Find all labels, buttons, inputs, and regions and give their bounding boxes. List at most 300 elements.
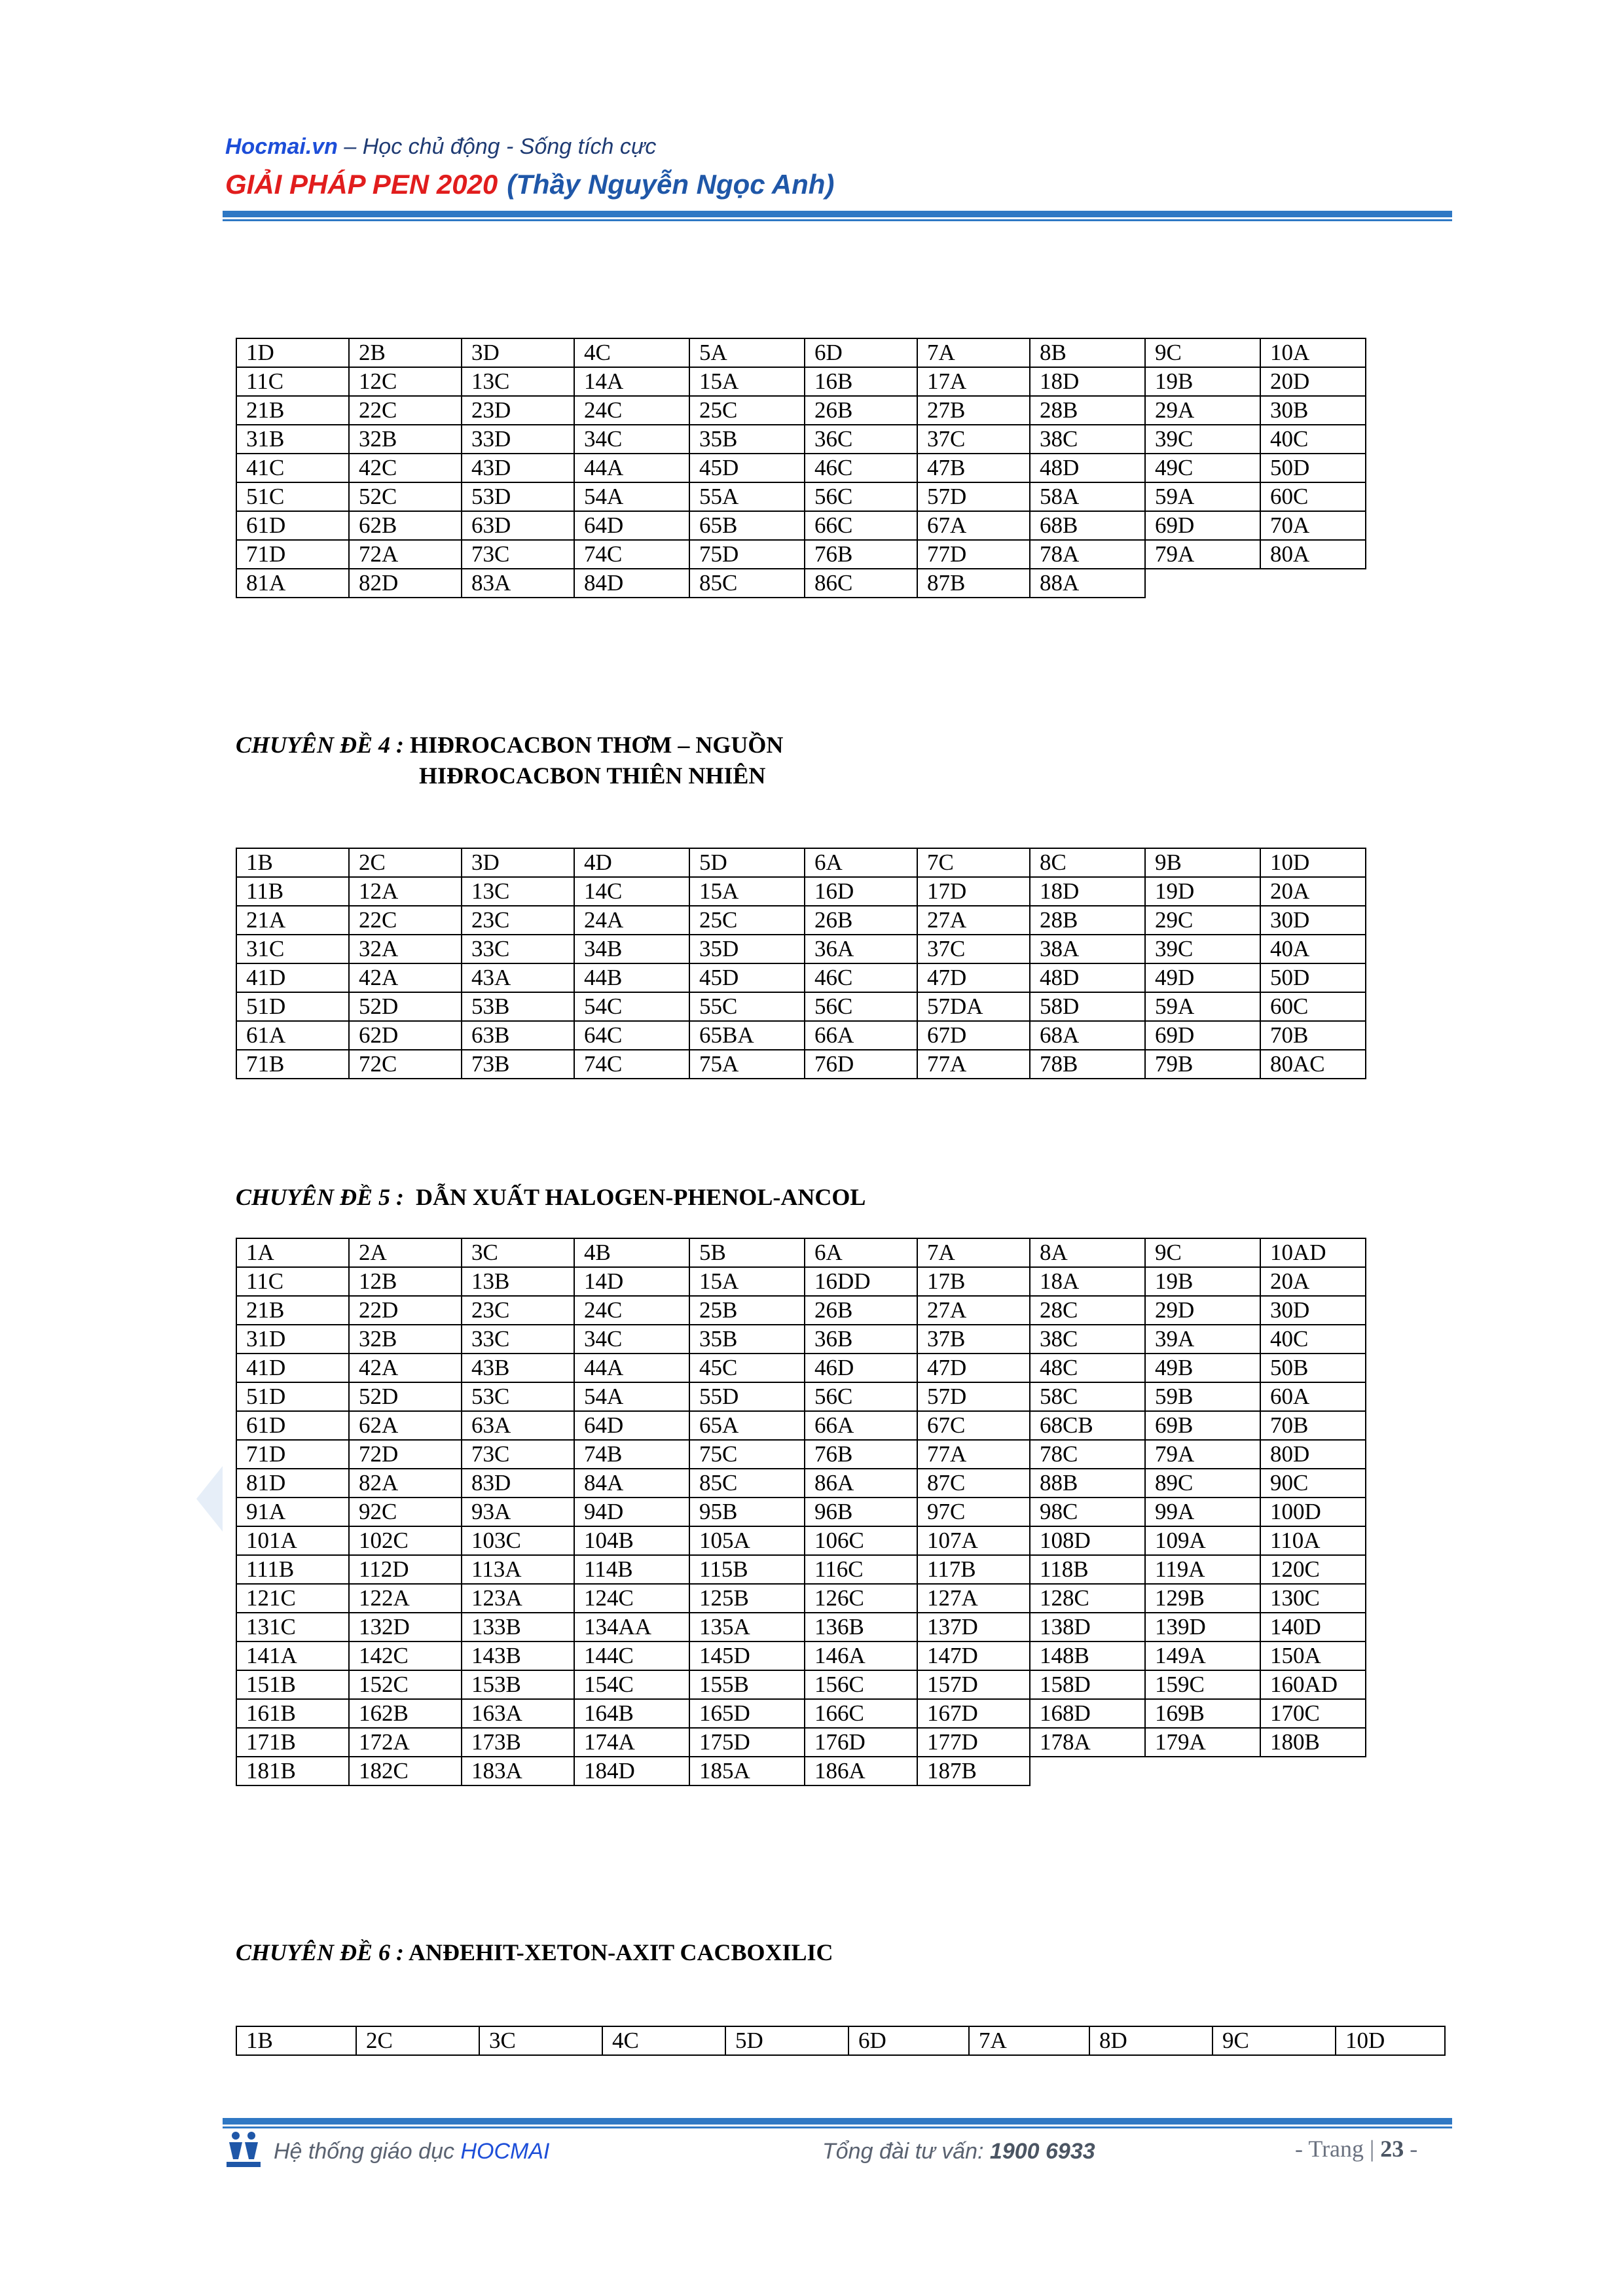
- answer-cell: 121C: [236, 1584, 349, 1613]
- table-row: [236, 1613, 1366, 1641]
- answer-cell: 150A: [1260, 1641, 1366, 1670]
- answer-cell: 120C: [1260, 1555, 1366, 1584]
- section-4-title-cont: [419, 762, 765, 789]
- answer-cell: 40C: [1260, 425, 1366, 454]
- answer-cell: 27A: [917, 1296, 1030, 1325]
- table-row: [236, 1498, 1366, 1526]
- answer-cell: 76B: [805, 1440, 917, 1469]
- answer-cell: 22C: [349, 396, 462, 425]
- answer-cell: 27A: [917, 906, 1030, 935]
- answer-cell: 55C: [689, 992, 805, 1021]
- answer-cell: 112D: [349, 1555, 462, 1584]
- answer-cell: 78C: [1030, 1440, 1145, 1469]
- table-row: [236, 1757, 1366, 1785]
- answer-cell: 73C: [462, 1440, 574, 1469]
- answer-cell: 54A: [574, 482, 689, 511]
- answer-cell: 155B: [689, 1670, 805, 1699]
- answer-cell: 30B: [1260, 396, 1366, 425]
- answer-cell: 184D: [574, 1757, 689, 1785]
- answer-cell: 23C: [462, 1296, 574, 1325]
- answer-cell: 18A: [1030, 1267, 1145, 1296]
- answer-cell: 129B: [1145, 1584, 1260, 1613]
- answer-cell: 52D: [349, 1382, 462, 1411]
- answer-cell: 25B: [689, 1296, 805, 1325]
- answer-cell: 70B: [1260, 1411, 1366, 1440]
- answer-cell: 64D: [574, 511, 689, 540]
- answer-cell: 158D: [1030, 1670, 1145, 1699]
- header-brand[interactable]: Hocmai.vn: [225, 134, 338, 159]
- answer-cell: 186A: [805, 1757, 917, 1785]
- answer-cell: 5A: [689, 338, 805, 367]
- answer-cell: 36B: [805, 1325, 917, 1354]
- answer-cell: 88A: [1030, 569, 1145, 598]
- answer-cell: 74C: [574, 540, 689, 569]
- answer-cell: 53D: [462, 482, 574, 511]
- answer-cell: 57D: [917, 1382, 1030, 1411]
- answer-cell: 178A: [1030, 1728, 1145, 1757]
- answer-cell: 154C: [574, 1670, 689, 1699]
- answer-cell: 16DD: [805, 1267, 917, 1296]
- page-prefix: - Trang |: [1295, 2136, 1381, 2162]
- answer-cell: 4C: [602, 2026, 725, 2055]
- answer-cell: 152C: [349, 1670, 462, 1699]
- answer-cell: 111B: [236, 1555, 349, 1584]
- answer-cell: 171B: [236, 1728, 349, 1757]
- answer-cell: 26B: [805, 396, 917, 425]
- answer-cell: 34C: [574, 1325, 689, 1354]
- answer-cell: 110A: [1260, 1526, 1366, 1555]
- answer-cell: 141A: [236, 1641, 349, 1670]
- table-row: [236, 1641, 1366, 1670]
- answer-cell: 8C: [1030, 848, 1145, 877]
- answer-cell: 38C: [1030, 1325, 1145, 1354]
- answer-cell: 100D: [1260, 1498, 1366, 1526]
- answer-cell: 79A: [1145, 540, 1260, 569]
- answer-cell: 148B: [1030, 1641, 1145, 1670]
- answer-cell: 117B: [917, 1555, 1030, 1584]
- answer-cell: 87C: [917, 1469, 1030, 1498]
- answer-cell: 39A: [1145, 1325, 1260, 1354]
- answer-cell: 48D: [1030, 963, 1145, 992]
- table-row: [236, 1699, 1366, 1728]
- answer-cell: 65B: [689, 511, 805, 540]
- answer-cell: 153B: [462, 1670, 574, 1699]
- answer-cell: 11C: [236, 1267, 349, 1296]
- answer-cell: 6D: [848, 2026, 969, 2055]
- answer-cell: 115B: [689, 1555, 805, 1584]
- answer-cell: 68CB: [1030, 1411, 1145, 1440]
- answer-cell: 28B: [1030, 906, 1145, 935]
- table-row: [236, 367, 1366, 396]
- answer-cell: 136B: [805, 1613, 917, 1641]
- answer-cell: 83D: [462, 1469, 574, 1498]
- answer-cell: 46C: [805, 454, 917, 482]
- answer-cell: 149A: [1145, 1641, 1260, 1670]
- answer-cell: 180B: [1260, 1728, 1366, 1757]
- answer-cell: 48C: [1030, 1354, 1145, 1382]
- answer-cell: 14A: [574, 367, 689, 396]
- answer-cell: 6D: [805, 338, 917, 367]
- answer-cell: 174A: [574, 1728, 689, 1757]
- answer-cell: 43B: [462, 1354, 574, 1382]
- answer-cell: 50D: [1260, 454, 1366, 482]
- answer-cell: 67D: [917, 1021, 1030, 1050]
- answer-cell: 25C: [689, 396, 805, 425]
- answer-cell: 37C: [917, 935, 1030, 963]
- answer-cell: 7C: [917, 848, 1030, 877]
- answer-cell: 167D: [917, 1699, 1030, 1728]
- answer-cell: 182C: [349, 1757, 462, 1785]
- table-row: [236, 425, 1366, 454]
- answer-cell: 42A: [349, 963, 462, 992]
- section-6-label: CHUYÊN ĐỀ 6 :: [236, 1939, 405, 1965]
- answer-cell: 68B: [1030, 511, 1145, 540]
- answer-cell: 187B: [917, 1757, 1030, 1785]
- answer-cell: 177D: [917, 1728, 1030, 1757]
- answer-cell: 61A: [236, 1021, 349, 1050]
- answer-cell: 44A: [574, 1354, 689, 1382]
- answer-cell: 4D: [574, 848, 689, 877]
- answer-cell: 95B: [689, 1498, 805, 1526]
- answer-cell: 32A: [349, 935, 462, 963]
- answer-cell: 56C: [805, 1382, 917, 1411]
- footer-hotline-label: Tổng đài tư vấn:: [822, 2139, 990, 2164]
- answer-cell: 22C: [349, 906, 462, 935]
- answer-cell: 181B: [236, 1757, 349, 1785]
- answer-cell: 69B: [1145, 1411, 1260, 1440]
- answer-cell: 10A: [1260, 338, 1366, 367]
- answer-cell: 15A: [689, 1267, 805, 1296]
- answer-cell: 60C: [1260, 482, 1366, 511]
- answer-cell: 28B: [1030, 396, 1145, 425]
- answer-cell: 63B: [462, 1021, 574, 1050]
- answer-cell: 38A: [1030, 935, 1145, 963]
- watermark-arrow-icon: [196, 1466, 223, 1532]
- answer-cell: 58A: [1030, 482, 1145, 511]
- answer-cell: 19B: [1145, 367, 1260, 396]
- answer-cell: 10AD: [1260, 1238, 1366, 1267]
- table-row: [236, 2026, 1445, 2055]
- page-suffix: -: [1404, 2136, 1418, 2162]
- answer-cell: 13B: [462, 1267, 574, 1296]
- answer-cell: 66C: [805, 511, 917, 540]
- answer-cell: 118B: [1030, 1555, 1145, 1584]
- answer-cell: 104B: [574, 1526, 689, 1555]
- section-5-title-text: DẪN XUẤT HALOGEN-PHENOL-ANCOL: [416, 1184, 866, 1210]
- answer-cell: 176D: [805, 1728, 917, 1757]
- answer-cell: 170C: [1260, 1699, 1366, 1728]
- course-title: GIẢI PHÁP PEN 2020: [225, 169, 498, 200]
- answer-cell: 62B: [349, 511, 462, 540]
- answer-cell: 17D: [917, 877, 1030, 906]
- answer-cell: 4B: [574, 1238, 689, 1267]
- answer-cell: 1D: [236, 338, 349, 367]
- answer-cell: 21A: [236, 906, 349, 935]
- answer-table-section-6: [236, 2026, 1446, 2056]
- answer-cell: 13C: [462, 877, 574, 906]
- answer-cell: 70B: [1260, 1021, 1366, 1050]
- answer-cell: 108D: [1030, 1526, 1145, 1555]
- answer-cell: 67C: [917, 1411, 1030, 1440]
- answer-cell: 58C: [1030, 1382, 1145, 1411]
- answer-cell: 15A: [689, 877, 805, 906]
- answer-cell: 11B: [236, 877, 349, 906]
- answer-cell: 43D: [462, 454, 574, 482]
- answer-cell: 12A: [349, 877, 462, 906]
- answer-cell: 61D: [236, 511, 349, 540]
- page-number: [1295, 2135, 1417, 2162]
- answer-cell: 135A: [689, 1613, 805, 1641]
- answer-cell: 41D: [236, 963, 349, 992]
- answer-cell: 66A: [805, 1411, 917, 1440]
- answer-cell: 134AA: [574, 1613, 689, 1641]
- answer-cell: 123A: [462, 1584, 574, 1613]
- answer-cell: 60C: [1260, 992, 1366, 1021]
- answer-cell: 11C: [236, 367, 349, 396]
- answer-cell: 30D: [1260, 1296, 1366, 1325]
- answer-cell: 35D: [689, 935, 805, 963]
- table-row: [236, 1728, 1366, 1757]
- table-row: [236, 1267, 1366, 1296]
- table-row: [236, 1555, 1366, 1584]
- answer-cell: 13C: [462, 367, 574, 396]
- table-row: [236, 1526, 1366, 1555]
- answer-cell: 12C: [349, 367, 462, 396]
- answer-cell: 144C: [574, 1641, 689, 1670]
- answer-cell: 8B: [1030, 338, 1145, 367]
- answer-cell: 88B: [1030, 1469, 1145, 1498]
- answer-cell: 82D: [349, 569, 462, 598]
- answer-cell: 41D: [236, 1354, 349, 1382]
- footer-system: [274, 2139, 549, 2164]
- table-row: [236, 1296, 1366, 1325]
- answer-cell: 99A: [1145, 1498, 1260, 1526]
- section-4-title-line1: HIĐROCACBON THƠM – NGUỒN: [410, 732, 784, 758]
- answer-cell: 7A: [917, 1238, 1030, 1267]
- answer-cell: 46C: [805, 963, 917, 992]
- table-row: [236, 1411, 1366, 1440]
- answer-cell: 94D: [574, 1498, 689, 1526]
- answer-cell: 89C: [1145, 1469, 1260, 1498]
- answer-cell: 9C: [1145, 338, 1260, 367]
- answer-cell: 46D: [805, 1354, 917, 1382]
- answer-cell: 147D: [917, 1641, 1030, 1670]
- answer-cell: 166C: [805, 1699, 917, 1728]
- answer-cell: 40C: [1260, 1325, 1366, 1354]
- answer-cell: 49D: [1145, 963, 1260, 992]
- answer-cell: 1B: [236, 2026, 356, 2055]
- answer-cell: 24A: [574, 906, 689, 935]
- footer-divider: [223, 2118, 1452, 2125]
- answer-cell: 9C: [1145, 1238, 1260, 1267]
- section-5-label: CHUYÊN ĐỀ 5 :: [236, 1184, 405, 1210]
- answer-cell: 183A: [462, 1757, 574, 1785]
- table-row: [236, 992, 1366, 1021]
- answer-cell: 17B: [917, 1267, 1030, 1296]
- answer-cell: 137D: [917, 1613, 1030, 1641]
- answer-cell: 175D: [689, 1728, 805, 1757]
- answer-cell: 29A: [1145, 396, 1260, 425]
- answer-cell: 3C: [462, 1238, 574, 1267]
- answer-cell: 2C: [349, 848, 462, 877]
- answer-cell: 71B: [236, 1050, 349, 1079]
- answer-cell: 31D: [236, 1325, 349, 1354]
- answer-cell: 128C: [1030, 1584, 1145, 1613]
- table-row: [236, 454, 1366, 482]
- answer-cell: 33C: [462, 1325, 574, 1354]
- section-4-title: [236, 731, 783, 759]
- answer-cell: 27B: [917, 396, 1030, 425]
- table-row: [236, 1238, 1366, 1267]
- section-5-title: [236, 1183, 866, 1211]
- footer-hotline-number: 1900 6933: [989, 2139, 1095, 2164]
- answer-table-section-5: [236, 1238, 1366, 1786]
- answer-cell: 73B: [462, 1050, 574, 1079]
- answer-cell: 12B: [349, 1267, 462, 1296]
- answer-cell: 17A: [917, 367, 1030, 396]
- answer-cell: 127A: [917, 1584, 1030, 1613]
- answer-cell: 9C: [1213, 2026, 1336, 2055]
- answer-cell: 18D: [1030, 877, 1145, 906]
- answer-cell: 51D: [236, 992, 349, 1021]
- answer-cell: 8A: [1030, 1238, 1145, 1267]
- answer-cell: 97C: [917, 1498, 1030, 1526]
- answer-cell: 109A: [1145, 1526, 1260, 1555]
- answer-cell: 37B: [917, 1325, 1030, 1354]
- answer-cell: 1A: [236, 1238, 349, 1267]
- answer-cell: 64C: [574, 1021, 689, 1050]
- answer-cell: 45D: [689, 963, 805, 992]
- answer-cell: 75C: [689, 1440, 805, 1469]
- answer-cell: 72C: [349, 1050, 462, 1079]
- answer-cell: 57DA: [917, 992, 1030, 1021]
- answer-cell: 85C: [689, 1469, 805, 1498]
- answer-cell: 172A: [349, 1728, 462, 1757]
- answer-cell: 22D: [349, 1296, 462, 1325]
- answer-cell: 28C: [1030, 1296, 1145, 1325]
- answer-cell: 47D: [917, 1354, 1030, 1382]
- answer-cell: 133B: [462, 1613, 574, 1641]
- answer-cell: 87B: [917, 569, 1030, 598]
- answer-cell: 86A: [805, 1469, 917, 1498]
- answer-table-section-3: [236, 338, 1366, 598]
- answer-cell: 70A: [1260, 511, 1366, 540]
- answer-cell: 160AD: [1260, 1670, 1366, 1699]
- answer-cell: 34C: [574, 425, 689, 454]
- answer-cell: 59B: [1145, 1382, 1260, 1411]
- answer-cell: 62D: [349, 1021, 462, 1050]
- answer-cell: 32B: [349, 1325, 462, 1354]
- answer-cell: 23D: [462, 396, 574, 425]
- answer-cell: 54A: [574, 1382, 689, 1411]
- answer-cell: 20D: [1260, 367, 1366, 396]
- answer-cell: 36A: [805, 935, 917, 963]
- answer-cell: 35B: [689, 1325, 805, 1354]
- answer-cell: 156C: [805, 1670, 917, 1699]
- answer-cell: 2C: [356, 2026, 479, 2055]
- answer-cell: 145D: [689, 1641, 805, 1670]
- answer-cell: 140D: [1260, 1613, 1366, 1641]
- answer-cell: 84A: [574, 1469, 689, 1498]
- answer-cell: 157D: [917, 1670, 1030, 1699]
- answer-cell: 24C: [574, 1296, 689, 1325]
- footer-system-brand: HOCMAI: [460, 2139, 550, 2164]
- answer-cell: 72D: [349, 1440, 462, 1469]
- answer-cell: 43A: [462, 963, 574, 992]
- table-row: [236, 963, 1366, 992]
- answer-cell: 96B: [805, 1498, 917, 1526]
- empty-cell: [1030, 1757, 1145, 1785]
- answer-cell: 47D: [917, 963, 1030, 992]
- answer-cell: 23C: [462, 906, 574, 935]
- answer-cell: 64D: [574, 1411, 689, 1440]
- answer-cell: 45C: [689, 1354, 805, 1382]
- table-row: [236, 1440, 1366, 1469]
- answer-cell: 20A: [1260, 1267, 1366, 1296]
- answer-cell: 61D: [236, 1411, 349, 1440]
- answer-cell: 132D: [349, 1613, 462, 1641]
- footer-hotline: [822, 2139, 1095, 2164]
- answer-cell: 78B: [1030, 1050, 1145, 1079]
- answer-cell: 79A: [1145, 1440, 1260, 1469]
- answer-table-section-4: [236, 848, 1366, 1079]
- section-6-title: [236, 1939, 833, 1966]
- answer-cell: 78A: [1030, 540, 1145, 569]
- answer-cell: 163A: [462, 1699, 574, 1728]
- answer-cell: 55D: [689, 1382, 805, 1411]
- answer-cell: 40A: [1260, 935, 1366, 963]
- answer-cell: 31B: [236, 425, 349, 454]
- answer-cell: 76B: [805, 540, 917, 569]
- answer-cell: 93A: [462, 1498, 574, 1526]
- header-divider: [223, 211, 1452, 217]
- answer-cell: 60A: [1260, 1382, 1366, 1411]
- answer-cell: 21B: [236, 1296, 349, 1325]
- answer-cell: 168D: [1030, 1699, 1145, 1728]
- answer-cell: 164B: [574, 1699, 689, 1728]
- table-row: [236, 396, 1366, 425]
- answer-cell: 14D: [574, 1267, 689, 1296]
- answer-cell: 142C: [349, 1641, 462, 1670]
- answer-cell: 65A: [689, 1411, 805, 1440]
- answer-cell: 7A: [917, 338, 1030, 367]
- answer-cell: 16B: [805, 367, 917, 396]
- answer-cell: 81A: [236, 569, 349, 598]
- answer-cell: 77D: [917, 540, 1030, 569]
- answer-cell: 69D: [1145, 1021, 1260, 1050]
- answer-cell: 4C: [574, 338, 689, 367]
- answer-cell: 35B: [689, 425, 805, 454]
- answer-cell: 81D: [236, 1469, 349, 1498]
- answer-cell: 5D: [689, 848, 805, 877]
- table-row: [236, 1382, 1366, 1411]
- answer-cell: 75D: [689, 540, 805, 569]
- answer-cell: 44B: [574, 963, 689, 992]
- answer-cell: 45D: [689, 454, 805, 482]
- answer-cell: 34B: [574, 935, 689, 963]
- answer-cell: 130C: [1260, 1584, 1366, 1613]
- answer-cell: 8D: [1089, 2026, 1213, 2055]
- empty-cell: [1145, 1757, 1260, 1785]
- answer-cell: 6A: [805, 1238, 917, 1267]
- answer-cell: 90C: [1260, 1469, 1366, 1498]
- answer-cell: 39C: [1145, 425, 1260, 454]
- teacher-name: (Thầy Nguyễn Ngọc Anh): [507, 169, 835, 200]
- answer-cell: 14C: [574, 877, 689, 906]
- answer-cell: 131C: [236, 1613, 349, 1641]
- answer-cell: 151B: [236, 1670, 349, 1699]
- empty-cell: [1260, 569, 1366, 598]
